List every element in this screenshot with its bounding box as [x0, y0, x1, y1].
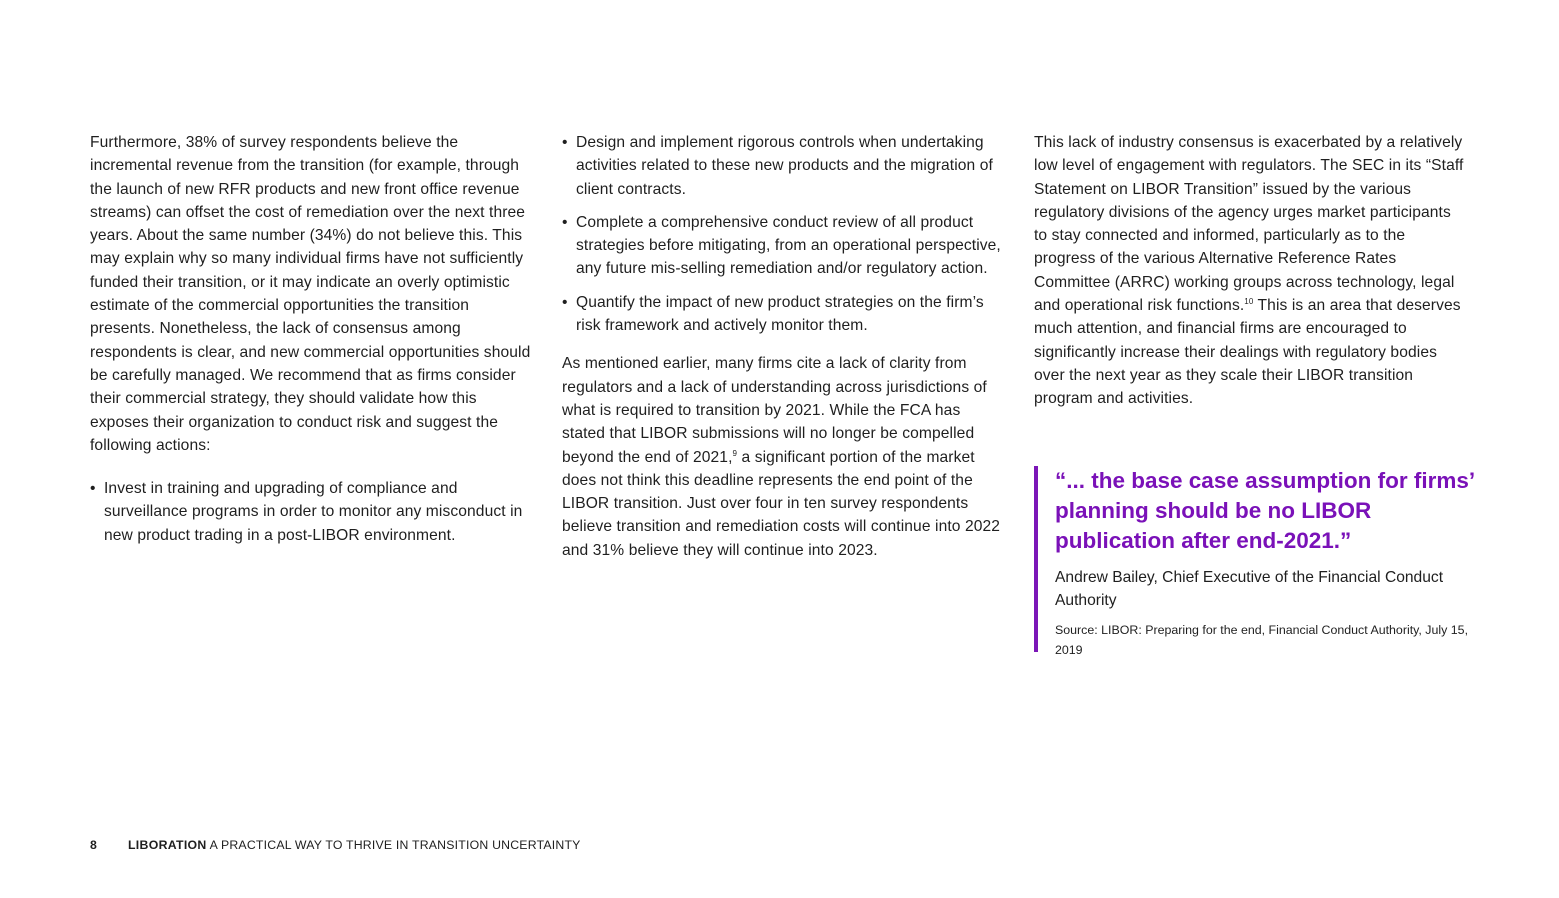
page-number: 8 [90, 838, 97, 852]
list-item: • Invest in training and upgrading of compliance and surveillance programs in order to monitor any misconduct in new product trading in a post-LIBOR environment. [90, 477, 535, 547]
paragraph-text: a significant portion of the market does not think this deadline represents the end point of the LIBOR transition. Just over four in ten survey respondents believe transition and remediation costs will continue into 2022 and 31% believe they will continue into 2023. [562, 448, 1001, 559]
paragraph-text: As mentioned earlier, many firms cite a lack of clarity from regulators and a lack of understanding across jurisdictions of what is required to transition by 2021. While the FCA has stated that LIBOR submissions will no longer be compelled beyond the end of 2021, [562, 355, 987, 466]
quote-attribution: Andrew Bailey, Chief Executive of the Financial Conduct Authority [1055, 569, 1444, 609]
action-list-continued [562, 131, 1002, 337]
body-paragraph [562, 352, 1002, 562]
footnote-reference[interactable]: 9 [732, 448, 738, 458]
footnote-reference[interactable]: 10 [1244, 296, 1254, 306]
column-3 [1034, 131, 1464, 411]
pull-quote [1034, 466, 1474, 657]
quote-source: Source: LIBOR: Preparing for the end, Financial Conduct Authority, July 15, 2019 [1055, 623, 1469, 657]
quote-text: “... the base case assumption for firms’ planning should be no LIBOR publication after end-2021.” [1055, 468, 1474, 553]
body-paragraph: Furthermore, 38% of survey respondents believe the incremental revenue from the transition (for example, through the launch of new RFR products and new front office revenue streams) can offset the cost of remediation over the next three years. About the same number (34%) do not believe this. This may explain why so many individual firms have not sufficiently funded their transition, or it may indicate an overly optimistic estimate of the commercial opportunities the transition presents. Nonetheless, the lack of consensus among respondents is clear, and new commercial opportunities should be carefully managed. We recommend that as firms consider their commercial strategy, they should validate how this exposes their organization to conduct risk and suggest the following actions: [90, 134, 531, 454]
paragraph-text: This is an area that deserves much attention, and financial firms are encouraged to significantly increase their dealings with regulatory bodies over the next year as they scale their LIBOR transition program and activities. [1034, 297, 1461, 408]
page-footer [90, 837, 581, 853]
column-1 [90, 131, 535, 557]
footer-tagline: A PRACTICAL WAY TO THRIVE IN TRANSITION UNCERTAINTY [209, 838, 581, 852]
list-item: • Design and implement rigorous controls when undertaking activities related to these new products and the migration of client contracts. [562, 131, 1002, 201]
action-list [90, 477, 535, 547]
list-item: • Complete a comprehensive conduct review of all product strategies before mitigating, from an operational perspective, any future mis-selling remediation and/or regulatory action. [562, 211, 1002, 281]
column-2 [562, 131, 1002, 562]
list-item: • Quantify the impact of new product strategies on the firm’s risk framework and actively monitor them. [562, 291, 1002, 338]
brand-name: LIBORATION [128, 838, 207, 852]
paragraph-text: This lack of industry consensus is exacerbated by a relatively low level of engagement with regulators. The SEC in its “Staff Statement on LIBOR Transition” issued by the various regulatory divisions of the agency urges market participants to stay connected and informed, particularly as to the progress of the various Alternative Reference Rates Committee (ARRC) working groups across technology, legal and operational risk functions. [1034, 134, 1464, 315]
body-paragraph [1034, 131, 1464, 411]
